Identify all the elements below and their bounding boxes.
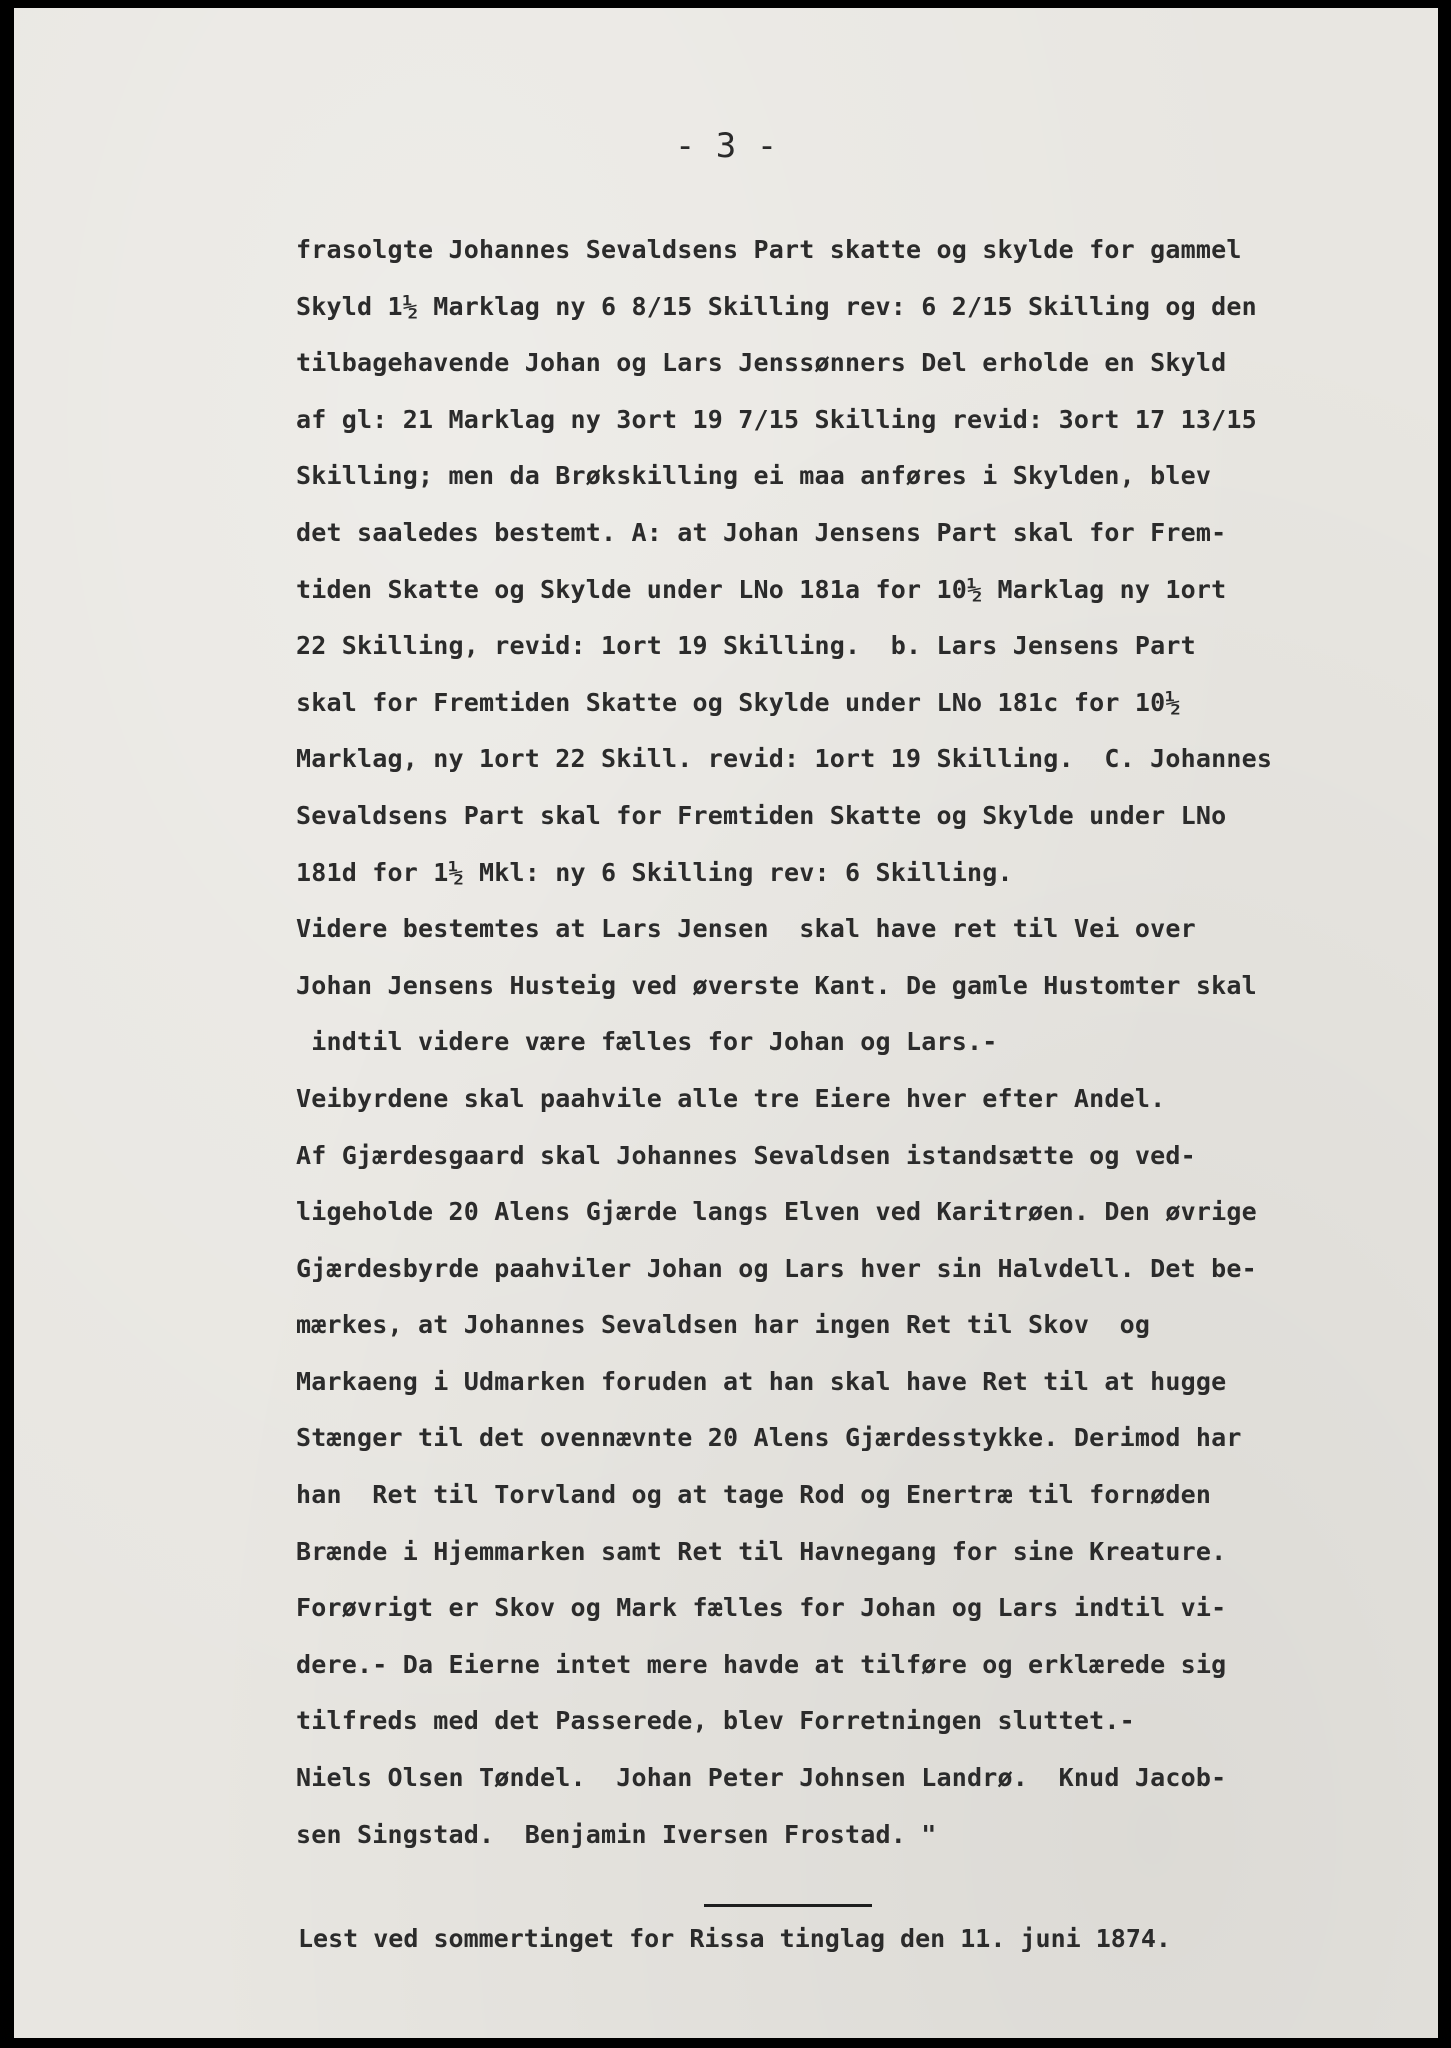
text-line: Af Gjærdesgaard skal Johannes Sevaldsen istandsætte og ved- xyxy=(296,1140,1196,1170)
text-line: 181d for 1½ Mkl: ny 6 Skilling rev: 6 Skilling. xyxy=(296,857,1013,887)
text-line: mærkes, at Johannes Sevaldsen har ingen Ret til Skov og xyxy=(296,1310,1151,1340)
text-line: Johan Jensens Husteig ved øverste Kant. De gamle Hustomter skal xyxy=(296,970,1257,1000)
text-line: Videre bestemtes at Lars Jensen skal have ret til Vei over xyxy=(296,914,1196,944)
divider-rule xyxy=(704,1904,872,1907)
text-line: Veibyrdene skal paahvile alle tre Eiere hver efter Andel. xyxy=(296,1083,1166,1113)
text-line: Gjærdesbyrde paahviler Johan og Lars hver sin Halvdell. Det be- xyxy=(296,1253,1257,1283)
text-line: Markaeng i Udmarken foruden at han skal have Ret til at hugge xyxy=(296,1366,1227,1396)
page-number: - 3 - xyxy=(674,126,778,166)
text-line: ligeholde 20 Alens Gjærde langs Elven ved Karitrøen. Den øvrige xyxy=(296,1197,1257,1227)
text-line: Sevaldsens Part skal for Fremtiden Skatte og Skylde under LNo xyxy=(296,800,1227,830)
text-line: frasolgte Johannes Sevaldsens Part skatte og skylde for gammel xyxy=(296,235,1242,264)
text-line: dere.- Da Eierne intet mere havde at tilføre og erklærede sig xyxy=(296,1649,1227,1679)
text-line: tiden Skatte og Skylde under LNo 181a for 10½ Marklag ny 1ort xyxy=(296,574,1227,604)
text-line: tilbagehavende Johan og Lars Jenssønners Del erholde en Skyld xyxy=(296,348,1227,378)
text-line: Forøvrigt er Skov og Mark fælles for Johan og Lars indtil vi- xyxy=(296,1593,1227,1623)
text-line: Skilling; men da Brøkskilling ei maa anføres i Skylden, blev xyxy=(296,461,1212,491)
text-line: sen Singstad. Benjamin Iversen Frostad. " xyxy=(296,1819,937,1849)
text-line: skal for Fremtiden Skatte og Skylde under LNo 181c for 10½ xyxy=(296,687,1181,717)
text-line: Niels Olsen Tøndel. Johan Peter Johnsen Landrø. Knud Jacob- xyxy=(296,1763,1227,1793)
text-line: 22 Skilling, revid: 1ort 19 Skilling. b. Lars Jensens Part xyxy=(296,631,1196,661)
text-line: Stænger til det ovennævnte 20 Alens Gjærdesstykke. Derimod har xyxy=(296,1423,1242,1453)
body-text xyxy=(296,222,1406,1863)
text-line: indtil videre være fælles for Johan og Lars.- xyxy=(296,1027,998,1057)
text-line: det saaledes bestemt. A: at Johan Jensens Part skal for Frem- xyxy=(296,517,1227,547)
text-line: af gl: 21 Marklag ny 3ort 19 7/15 Skilling revid: 3ort 17 13/15 xyxy=(296,404,1257,434)
closing-line: Lest ved sommertinget for Rissa tinglag den 11. juni 1874. xyxy=(298,1924,1171,1953)
document-page xyxy=(14,8,1438,2038)
text-line: tilfreds med det Passerede, blev Forretningen sluttet.- xyxy=(296,1706,1135,1736)
text-line: Brænde i Hjemmarken samt Ret til Havnegang for sine Kreature. xyxy=(296,1536,1227,1566)
text-line: Marklag, ny 1ort 22 Skill. revid: 1ort 19 Skilling. C. Johannes xyxy=(296,744,1273,774)
text-line: han Ret til Torvland og at tage Rod og Enertræ til fornøden xyxy=(296,1480,1212,1510)
text-line: Skyld 1½ Marklag ny 6 8/15 Skilling rev: 6 2/15 Skilling og den xyxy=(296,291,1257,321)
